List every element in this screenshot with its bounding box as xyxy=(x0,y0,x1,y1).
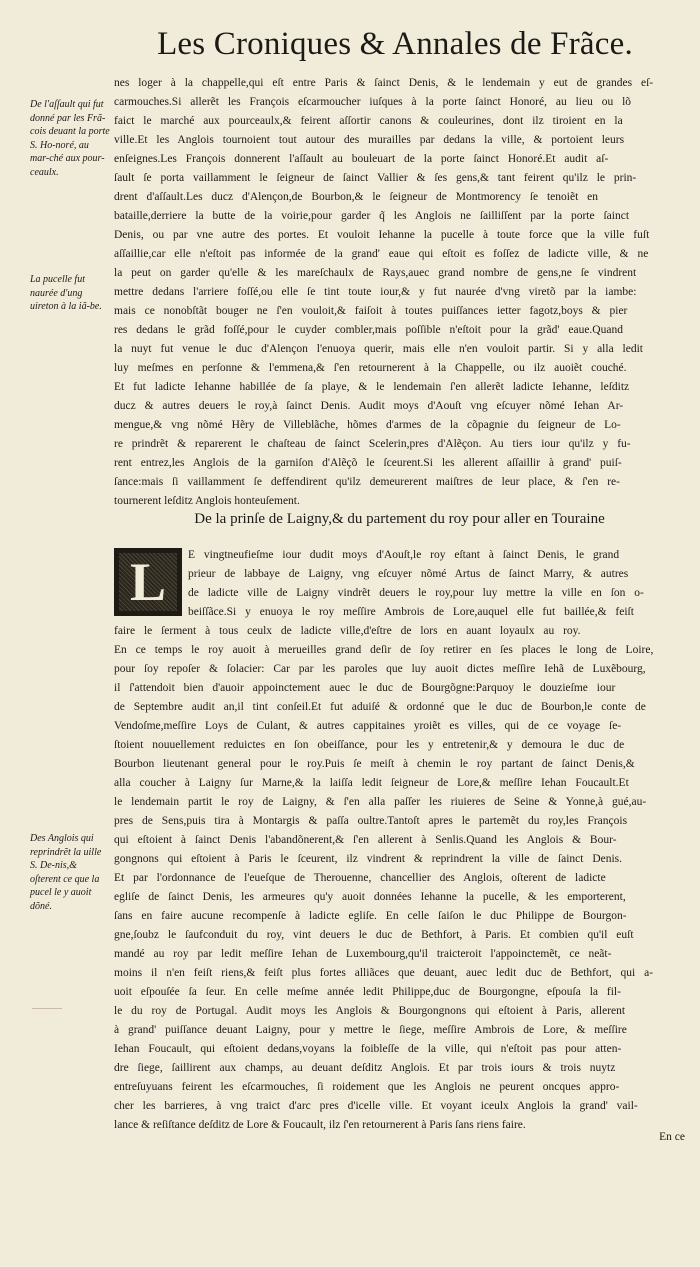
text-line: egliſe de ſainct Denis, les armeures qu'y auoit données Iehanne la pucelle, & les emporterent, xyxy=(114,891,626,903)
text-line: ville.Et les Anglois tournoient tout autour des murailles par dedans la ville, & portoient leurs xyxy=(114,134,625,146)
text-line: alla coucher à Laigny ſur Marne,& la laiſſa ledit ſeigneur de Lore,& meſſire Iehan Foucault.Et xyxy=(114,777,629,789)
faint-mark xyxy=(32,1002,62,1009)
text-line: drent d'aſſault.Les ducz d'Alençon,de Bourbon,& le ſeigneur de Montmorency ſe tenoiẽt en xyxy=(114,191,599,203)
text-line: gongnons qui eſtoient à Paris le ſceurent, ilz vindrent & reprindrent la ville de ſainct Denis. xyxy=(114,853,623,865)
text-line: Iehan Foucault, qui eſtoient dedans,voyans la foibleſſe de la ville, qui n'eſtoit pas pour atten- xyxy=(114,1043,622,1055)
text-line: Et par l'ordonnance de l'eueſque de Therouenne, chancellier des Anglois, oſterent de ladicte xyxy=(114,872,606,884)
text-line: ducz & autres deuers le roy,à ſainct Denis. Audit moys d'Aouſt vng eſcuyer nõmé Iehan Ar- xyxy=(114,400,624,412)
text-line: Et fut ladicte Iehanne habillée de ſa playe, & le lendemain ſ'en allerẽt ladicte Iehanne, leſditz xyxy=(114,381,630,393)
text-line: nes loger à la chappelle,qui eſt entre Paris & ſainct Denis, & le lendemain y eut de grandes eſ- xyxy=(114,77,654,89)
running-head: Les Croniques & Annales de Frãce. xyxy=(157,26,633,62)
text-line: faict le marché aux pourceaulx,& feirent aſſortir canons & couleurines, dont ilz tiroient en la xyxy=(114,115,623,127)
text-line: mettre dedans l'arriere foſſé,ou elle ſe tint toute iour,& y fut naurée d'vng viretõ par la iambe: xyxy=(114,286,637,298)
text-line: le lendemain partit le roy de Laigny, & ſ'en alla paſſer les riuieres de Seine & Yonne,à gué,au- xyxy=(114,796,647,808)
side-note-pucelle-wounded: La pucelle fut naurée d'ung uireton à la iã-be. xyxy=(30,274,102,313)
text-line: le du roy de Portugal. Audit moys les Anglois & Bourgongnons qui eſtoient à Paris, allerent xyxy=(114,1005,626,1017)
text-line: beiſſãce.Si y enuoya le roy meſſire Ambrois de Lore,auquel elle fut baillée,& feiſt xyxy=(188,606,634,618)
text-line: mengue,& vng nõmé Hẽry de Villeblãche, hõmes d'armes de la cõpagnie du ſeigneur de Lo- xyxy=(114,419,621,431)
text-line: tournerent leſditz Anglois honteuſement. xyxy=(114,495,300,507)
text-line: Vendoſme,meſſire Loys de Culant, & autres cappitaines yroiẽt es villes, qui de ce voyage ſe- xyxy=(114,720,622,732)
text-line: luy meſmes en perſonne & l'emmena,& ſ'en retournerent à la Chappelle, ou ilz auoiẽt couché. xyxy=(114,362,627,374)
text-line: qui eſtoient à ſainct Denis l'abandõnerent,& ſ'en allerent à Senlis.Quand les Anglois & Bour- xyxy=(114,834,617,846)
text-line: entreſuyuans feirent les eſcarmouches, ſi roidement que les Anglois ne peurent oncques appro- xyxy=(114,1081,620,1093)
text-line: lance & reſiſtance deſditz de Lore & Foucault, ilz ſ'en retournerent à Paris ſans riens faire. xyxy=(114,1119,526,1131)
text-line: la peut on garder qu'elle & les mareſchaulx de Rays,auec grand nombre de gens,ne ſe vindrent xyxy=(114,267,637,279)
text-line: pour ſoy repoſer & ſolacier: Car par les paroles que luy auoit dictes meſſire Iehã de Luxẽbourg, xyxy=(114,663,646,675)
text-line: re prindrẽt & reparerent le chaſteau de ſainct Scelerin,pres d'Alẽçon. Au tiers iour qu'ilz y fu- xyxy=(114,438,631,450)
side-note-assault: De l'aſſault qui fut donné par les Frã-cois deuant la porte S. Ho-noré, au mar-ché aux pour-ceaulx. xyxy=(30,99,110,178)
text-column-top xyxy=(114,74,685,511)
text-line: mais ce nonobſtãt bouger ne ſ'en vouloit,& faiſoit à toutes puiſſances ietter fagotz,boys & pier xyxy=(114,305,628,317)
text-line: moins il n'en feiſt riens,& feiſt plus fortes alliãces que deuant, auec ledit duc de Bethfort, qui a- xyxy=(114,967,654,979)
text-line: mandé au roy par ledit meſſire Iehan de Luxembourg,qu'il traicteroit l'appoinctemẽt, ce neãt- xyxy=(114,948,612,960)
drop-cap-lines xyxy=(114,546,685,622)
text-line: ſance:mais ſi vaillamment ſe deffendirent qu'ilz demeurerent maiſtres de leur place, & ſ'en re- xyxy=(114,476,620,488)
text-line: pres de Sens,puis tira à Montargis & paſſa oultre.Tantoſt apres le partemẽt du roy,les François xyxy=(114,815,628,827)
text-line: ſault ſe porta vaillamment le ſeigneur de ſainct Vallier & ſes gens,& tant feirent qu'ilz le prin- xyxy=(114,172,637,184)
text-line: carmouches.Si allerẽt les François eſcarmoucher iuſques à la porte ſainct Honoré, au lieu ou lõ xyxy=(114,96,632,108)
text-line: de ladicte ville de Laigny vindrẽt deuers le roy,pour luy mettre la ville en ſon o- xyxy=(188,587,644,599)
text-line: bataille,derriere la butte de la voirie,pour garder q̃ les Anglois ne ſailliſſent par la porte ſainct xyxy=(114,210,630,222)
bottom-lines xyxy=(114,622,685,1135)
text-line: de Septembre audit an,il tint conſeil.Et fut aduiſé & ordonné que le duc de Bourbon,le conte de xyxy=(114,701,646,713)
text-line: prieur de labbaye de Laigny, vng eſcuyer nõmé Artus de ſainct Marry, & autres xyxy=(188,568,629,580)
text-line: il ſ'attendoit bien d'auoir appoinctement auec le duc de Bourgõgne:Parquoy le douzieſme iour xyxy=(114,682,616,694)
text-line: à grand' puiſſance deuant Laigny, pour y mettre le ſiege, meſſire Ambrois de Lore, & meſſire xyxy=(114,1024,627,1036)
text-line: faire le ſerment à tous ceulx de ladicte ville,d'eſtre de lors en auant loyaulx au roy. xyxy=(114,625,581,637)
catchword: En ce xyxy=(659,1131,685,1143)
text-column-bottom xyxy=(114,546,685,1135)
text-line: Bourbon lieutenant general pour le roy.Puis ſe meiſt à chemin le roy partant de ſainct Denis,& xyxy=(114,758,635,770)
text-line: la nuyt fut venue le duc d'Alençon l'enuoya querir, mais elle n'en vouloit partir. Si y alla ledit xyxy=(114,343,643,355)
text-line: enſeignes.Les François donnerent l'aſſault au bouleuart de la porte ſainct Honoré.Et audit aſ- xyxy=(114,153,609,165)
text-line: ſans en faire aucune recompenſe à ladicte egliſe. En celle ſaiſon le duc Philippe de Bourgon- xyxy=(114,910,627,922)
drop-cap-letter: L xyxy=(129,552,167,612)
text-line: gne,ſoubz le ſaufconduit du roy, vint deuers le duc de Bethfort, à Paris. Et combien qu'il euſt xyxy=(114,929,634,941)
text-line: E vingtneufieſme iour dudit moys d'Aouſt,le roy eſtant à ſainct Denis, le grand xyxy=(188,549,620,561)
text-line: rent entrez,les Anglois de la garniſon d'Alẽçõ le ſceurent.Si les allerent aſſaillir à grand' puiſ- xyxy=(114,457,622,469)
text-line: Denis, ou par vne autre des portes. Et vouloit Iehanne la pucelle à toute force que la ville fuſt xyxy=(114,229,650,241)
text-line: uoit eſpouſée ſa ſeur. En celle meſme année ledit Philippe,duc de Bourgongne, eſpouſa la fil- xyxy=(114,986,621,998)
text-line: dre ſiege, ſaillirent aux champs, au deuant deſditz Anglois. Et par trois iours & trois nuytz xyxy=(114,1062,616,1074)
chapter-heading: De la prinſe de Laigny,& du partement du roy pour aller en Touraine xyxy=(194,511,605,527)
text-line: cher les barrieres, à vng traict d'arc pres d'icelle ville. Et voyant iceulx Anglois la grand' vail- xyxy=(114,1100,638,1112)
text-line: res dedans le grãd foſſé,pour le cuyder combler,mais poſſible n'eſtoit pour la grãd' eaue.Quand xyxy=(114,324,623,336)
text-line: En ce temps le roy auoit à merueilles grand deſir de ſoy retirer en ſes places le long de Loire, xyxy=(114,644,654,656)
text-line: aſſaillie,car elle n'eſtoit pas informée de la grand' eaue qui eſtoit es foſſez de ladicte ville, & ne xyxy=(114,248,649,260)
text-line: ſtoient nouuellement reduictes en ſon obeiſſance, pour les y entretenir,& y demoura le duc de xyxy=(114,739,625,751)
side-note-english-retake: Des Anglois qui reprindrẽt la uille S. De-nis,& oſterent ce que la pucel le y auoit dõné. xyxy=(30,833,102,912)
